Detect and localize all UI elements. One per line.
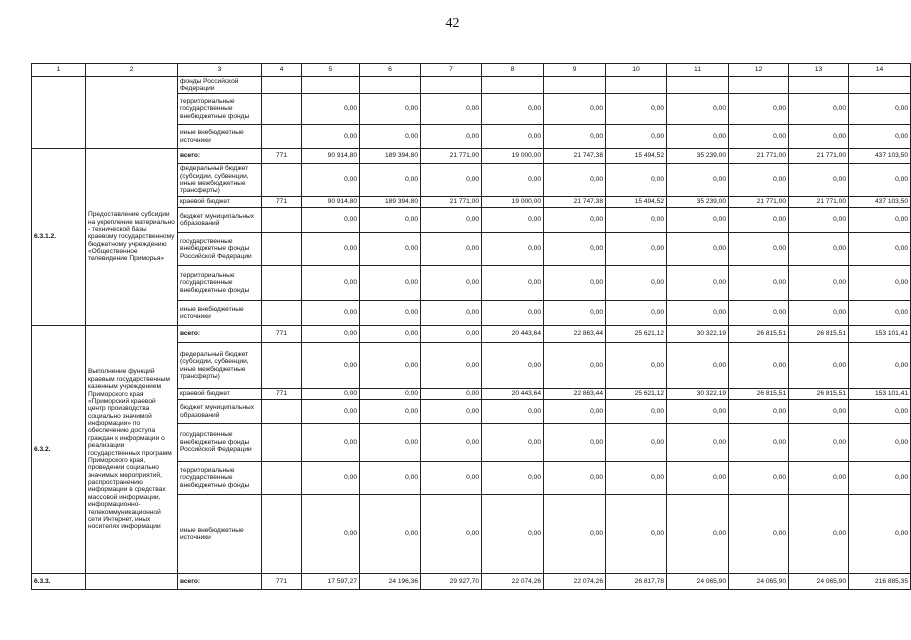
column-header: 14 xyxy=(849,64,911,77)
amount-cell: 24 065,90 xyxy=(789,574,849,590)
amount-cell: 0,00 xyxy=(360,343,421,389)
amount-cell: 29 927,70 xyxy=(421,574,482,590)
amount-cell: 0,00 xyxy=(302,164,360,197)
amount-cell: 0,00 xyxy=(360,389,421,400)
amount-cell: 153 101,41 xyxy=(849,389,911,400)
amount-cell: 0,00 xyxy=(606,125,667,149)
amount-cell: 0,00 xyxy=(606,94,667,125)
column-header: 10 xyxy=(606,64,667,77)
funding-source: государственные внебюджетные фонды Российской Федерации xyxy=(178,424,262,462)
column-header: 5 xyxy=(302,64,360,77)
amount-cell: 0,00 xyxy=(729,400,789,424)
amount-cell: 0,00 xyxy=(421,462,482,495)
amount-cell: 22 074,26 xyxy=(482,574,544,590)
amount-cell: 26 815,51 xyxy=(729,389,789,400)
column-header: 8 xyxy=(482,64,544,77)
amount-cell: 0,00 xyxy=(421,343,482,389)
amount-cell: 20 443,64 xyxy=(482,326,544,343)
amount-cell: 0,00 xyxy=(789,343,849,389)
amount-cell: 15 494,52 xyxy=(606,149,667,164)
activity-description xyxy=(86,574,178,590)
amount-cell: 0,00 xyxy=(302,326,360,343)
amount-cell: 0,00 xyxy=(849,233,911,266)
amount-cell: 0,00 xyxy=(482,94,544,125)
amount-cell: 0,00 xyxy=(421,266,482,301)
budget-code: 771 xyxy=(262,326,302,343)
amount-cell: 0,00 xyxy=(849,400,911,424)
amount-cell: 0,00 xyxy=(667,495,729,574)
amount-cell: 0,00 xyxy=(482,164,544,197)
amount-cell: 24 065,90 xyxy=(729,574,789,590)
funding-source: территориальные государственные внебюджетные фонды xyxy=(178,266,262,301)
amount-cell: 0,00 xyxy=(421,164,482,197)
amount-cell: 25 621,12 xyxy=(606,389,667,400)
amount-cell: 0,00 xyxy=(544,125,606,149)
amount-cell: 0,00 xyxy=(482,266,544,301)
amount-cell: 21 771,00 xyxy=(789,149,849,164)
activity-code: 6.3.3. xyxy=(32,574,86,590)
amount-cell: 0,00 xyxy=(360,94,421,125)
amount-cell: 0,00 xyxy=(789,400,849,424)
funding-source: краевой бюджет xyxy=(178,389,262,400)
page-number: 42 xyxy=(445,16,460,31)
amount-cell xyxy=(789,77,849,94)
amount-cell: 0,00 xyxy=(482,208,544,233)
amount-cell: 0,00 xyxy=(482,301,544,326)
amount-cell: 0,00 xyxy=(482,462,544,495)
amount-cell: 0,00 xyxy=(729,495,789,574)
amount-cell: 0,00 xyxy=(360,462,421,495)
amount-cell: 0,00 xyxy=(789,301,849,326)
amount-cell: 21 771,00 xyxy=(421,149,482,164)
amount-cell: 26 815,51 xyxy=(729,326,789,343)
amount-cell: 21 771,00 xyxy=(789,197,849,208)
amount-cell: 0,00 xyxy=(544,266,606,301)
amount-cell: 0,00 xyxy=(606,424,667,462)
amount-cell: 0,00 xyxy=(667,164,729,197)
amount-cell: 0,00 xyxy=(544,343,606,389)
amount-cell: 0,00 xyxy=(544,400,606,424)
funding-source: краевой бюджет xyxy=(178,197,262,208)
amount-cell: 0,00 xyxy=(606,266,667,301)
amount-cell: 22 074,26 xyxy=(544,574,606,590)
amount-cell: 0,00 xyxy=(849,495,911,574)
column-header: 9 xyxy=(544,64,606,77)
amount-cell: 0,00 xyxy=(360,233,421,266)
amount-cell: 22 863,44 xyxy=(544,389,606,400)
activity-code: 6.3.1.2. xyxy=(32,149,86,326)
budget-code xyxy=(262,125,302,149)
amount-cell: 0,00 xyxy=(789,424,849,462)
amount-cell: 0,00 xyxy=(482,424,544,462)
amount-cell: 35 239,00 xyxy=(667,197,729,208)
funding-source: всего: xyxy=(178,149,262,164)
amount-cell: 0,00 xyxy=(302,125,360,149)
funding-source: всего: xyxy=(178,574,262,590)
budget-code: 771 xyxy=(262,389,302,400)
amount-cell: 0,00 xyxy=(421,495,482,574)
activity-description: Предоставление субсидии на укрепление материально - технической базы краевому государственному бюджетному учреждению «Общественное телевидение Приморья» xyxy=(86,149,178,326)
amount-cell: 0,00 xyxy=(360,125,421,149)
amount-cell: 0,00 xyxy=(606,208,667,233)
amount-cell: 0,00 xyxy=(667,233,729,266)
amount-cell xyxy=(482,77,544,94)
amount-cell: 0,00 xyxy=(789,233,849,266)
amount-cell: 90 914,80 xyxy=(302,197,360,208)
amount-cell: 0,00 xyxy=(302,462,360,495)
amount-cell: 35 239,00 xyxy=(667,149,729,164)
amount-cell: 15 494,52 xyxy=(606,197,667,208)
table-row xyxy=(32,326,911,343)
funding-source: федеральный бюджет (субсидии, субвенции, иные межбюджетные трансферты) xyxy=(178,164,262,197)
amount-cell: 0,00 xyxy=(729,94,789,125)
budget-code xyxy=(262,495,302,574)
amount-cell: 30 322,19 xyxy=(667,389,729,400)
amount-cell xyxy=(667,77,729,94)
amount-cell: 0,00 xyxy=(606,462,667,495)
amount-cell: 0,00 xyxy=(302,400,360,424)
budget-table xyxy=(31,63,911,590)
amount-cell: 0,00 xyxy=(544,208,606,233)
amount-cell: 19 000,00 xyxy=(482,149,544,164)
column-header: 1 xyxy=(32,64,86,77)
column-header: 13 xyxy=(789,64,849,77)
amount-cell: 22 863,44 xyxy=(544,326,606,343)
funding-source: иные внебюджетные источники xyxy=(178,301,262,326)
amount-cell: 0,00 xyxy=(421,424,482,462)
amount-cell: 153 101,41 xyxy=(849,326,911,343)
amount-cell: 0,00 xyxy=(729,301,789,326)
budget-code xyxy=(262,208,302,233)
amount-cell: 0,00 xyxy=(606,233,667,266)
amount-cell: 0,00 xyxy=(667,424,729,462)
amount-cell: 0,00 xyxy=(667,125,729,149)
amount-cell: 0,00 xyxy=(302,424,360,462)
column-header: 3 xyxy=(178,64,262,77)
amount-cell: 19 000,00 xyxy=(482,197,544,208)
amount-cell: 216 885,35 xyxy=(849,574,911,590)
amount-cell xyxy=(302,77,360,94)
amount-cell: 0,00 xyxy=(302,233,360,266)
amount-cell: 21 771,00 xyxy=(729,149,789,164)
amount-cell: 24 065,90 xyxy=(667,574,729,590)
amount-cell: 0,00 xyxy=(606,164,667,197)
amount-cell: 0,00 xyxy=(667,94,729,125)
amount-cell: 0,00 xyxy=(360,424,421,462)
amount-cell: 0,00 xyxy=(849,164,911,197)
column-header: 4 xyxy=(262,64,302,77)
amount-cell: 0,00 xyxy=(667,343,729,389)
amount-cell: 21 747,38 xyxy=(544,197,606,208)
funding-source: территориальные государственные внебюджетные фонды xyxy=(178,462,262,495)
funding-source: федеральный бюджет (субсидии, субвенции, иные межбюджетные трансферты) xyxy=(178,343,262,389)
amount-cell: 0,00 xyxy=(302,495,360,574)
amount-cell: 0,00 xyxy=(482,400,544,424)
amount-cell: 189 394,80 xyxy=(360,197,421,208)
column-header: 2 xyxy=(86,64,178,77)
amount-cell: 0,00 xyxy=(302,94,360,125)
amount-cell: 24 196,36 xyxy=(360,574,421,590)
amount-cell: 0,00 xyxy=(302,389,360,400)
amount-cell: 0,00 xyxy=(302,343,360,389)
header-row xyxy=(32,64,911,77)
column-header: 11 xyxy=(667,64,729,77)
amount-cell: 0,00 xyxy=(849,94,911,125)
amount-cell: 0,00 xyxy=(789,125,849,149)
amount-cell: 0,00 xyxy=(789,94,849,125)
budget-code: 771 xyxy=(262,574,302,590)
amount-cell: 0,00 xyxy=(606,301,667,326)
column-header: 7 xyxy=(421,64,482,77)
budget-code xyxy=(262,77,302,94)
amount-cell: 0,00 xyxy=(360,208,421,233)
amount-cell: 0,00 xyxy=(544,233,606,266)
amount-cell: 0,00 xyxy=(360,266,421,301)
amount-cell: 0,00 xyxy=(729,266,789,301)
amount-cell: 21 771,00 xyxy=(421,197,482,208)
table-row xyxy=(32,574,911,590)
amount-cell: 0,00 xyxy=(544,94,606,125)
amount-cell: 0,00 xyxy=(482,495,544,574)
amount-cell xyxy=(544,77,606,94)
amount-cell: 20 443,64 xyxy=(482,389,544,400)
amount-cell: 0,00 xyxy=(421,125,482,149)
amount-cell: 0,00 xyxy=(360,301,421,326)
amount-cell: 0,00 xyxy=(789,495,849,574)
amount-cell xyxy=(606,77,667,94)
amount-cell: 0,00 xyxy=(302,301,360,326)
amount-cell xyxy=(360,77,421,94)
amount-cell: 90 914,80 xyxy=(302,149,360,164)
amount-cell: 0,00 xyxy=(360,495,421,574)
amount-cell: 0,00 xyxy=(544,495,606,574)
funding-source: иные внебюджетные источники xyxy=(178,495,262,574)
amount-cell xyxy=(729,77,789,94)
amount-cell: 0,00 xyxy=(849,208,911,233)
activity-description: Выполнение функций краевым государственным казенным учреждением Приморского края «Приморский краевой центр производства социально значимой информации» по обеспечению доступа граждан к информации о реализации государственных программ Приморского края, проведении социально значимых мероприятий, распространению информации в средствах массовой информации, информационно-телекоммуникационной сети Интернет, иных носителях информации xyxy=(86,326,178,574)
amount-cell: 0,00 xyxy=(729,164,789,197)
amount-cell: 437 103,50 xyxy=(849,197,911,208)
amount-cell: 0,00 xyxy=(849,343,911,389)
budget-code xyxy=(262,424,302,462)
column-header: 6 xyxy=(360,64,421,77)
funding-source: территориальные государственные внебюджетные фонды xyxy=(178,94,262,125)
amount-cell: 0,00 xyxy=(606,343,667,389)
amount-cell: 0,00 xyxy=(667,400,729,424)
budget-code xyxy=(262,164,302,197)
amount-cell: 0,00 xyxy=(421,400,482,424)
budget-code xyxy=(262,233,302,266)
column-header: 12 xyxy=(729,64,789,77)
funding-source: бюджет муниципальных образований xyxy=(178,400,262,424)
amount-cell: 0,00 xyxy=(482,125,544,149)
activity-code: 6.3.2. xyxy=(32,326,86,574)
amount-cell: 0,00 xyxy=(729,208,789,233)
budget-code xyxy=(262,462,302,495)
amount-cell: 25 621,12 xyxy=(606,326,667,343)
amount-cell: 30 322,19 xyxy=(667,326,729,343)
amount-cell: 0,00 xyxy=(421,389,482,400)
amount-cell: 0,00 xyxy=(667,208,729,233)
amount-cell: 17 597,27 xyxy=(302,574,360,590)
amount-cell: 0,00 xyxy=(729,343,789,389)
funding-source: государственные внебюджетные фонды Российской Федерации xyxy=(178,233,262,266)
amount-cell: 0,00 xyxy=(421,94,482,125)
amount-cell: 0,00 xyxy=(360,164,421,197)
amount-cell: 0,00 xyxy=(789,208,849,233)
amount-cell: 189 394,80 xyxy=(360,149,421,164)
amount-cell: 0,00 xyxy=(360,400,421,424)
amount-cell: 0,00 xyxy=(544,424,606,462)
amount-cell: 21 771,00 xyxy=(729,197,789,208)
amount-cell: 0,00 xyxy=(849,301,911,326)
amount-cell: 0,00 xyxy=(849,266,911,301)
amount-cell: 0,00 xyxy=(667,301,729,326)
amount-cell: 0,00 xyxy=(729,424,789,462)
activity-code xyxy=(32,77,86,149)
funding-source: всего: xyxy=(178,326,262,343)
funding-source: иные внебюджетные источники xyxy=(178,125,262,149)
amount-cell: 0,00 xyxy=(421,301,482,326)
amount-cell: 0,00 xyxy=(849,424,911,462)
amount-cell: 0,00 xyxy=(606,495,667,574)
amount-cell: 0,00 xyxy=(789,164,849,197)
amount-cell: 0,00 xyxy=(302,208,360,233)
amount-cell: 26 817,78 xyxy=(606,574,667,590)
funding-source: фонды Российской Федерации xyxy=(178,77,262,94)
amount-cell: 0,00 xyxy=(789,266,849,301)
amount-cell: 0,00 xyxy=(482,233,544,266)
budget-code xyxy=(262,301,302,326)
amount-cell xyxy=(421,77,482,94)
amount-cell: 26 815,51 xyxy=(789,389,849,400)
amount-cell: 0,00 xyxy=(482,343,544,389)
budget-code: 771 xyxy=(262,149,302,164)
table-row xyxy=(32,149,911,164)
amount-cell: 0,00 xyxy=(302,266,360,301)
budget-code xyxy=(262,266,302,301)
amount-cell: 0,00 xyxy=(789,462,849,495)
activity-description xyxy=(86,77,178,149)
amount-cell: 0,00 xyxy=(421,326,482,343)
amount-cell: 26 815,51 xyxy=(789,326,849,343)
amount-cell: 0,00 xyxy=(544,164,606,197)
amount-cell: 0,00 xyxy=(729,125,789,149)
amount-cell: 0,00 xyxy=(667,462,729,495)
amount-cell: 437 103,50 xyxy=(849,149,911,164)
budget-code xyxy=(262,400,302,424)
amount-cell: 0,00 xyxy=(849,125,911,149)
amount-cell: 0,00 xyxy=(606,400,667,424)
amount-cell: 0,00 xyxy=(544,301,606,326)
amount-cell xyxy=(849,77,911,94)
amount-cell: 0,00 xyxy=(421,208,482,233)
amount-cell: 0,00 xyxy=(544,462,606,495)
amount-cell: 0,00 xyxy=(729,462,789,495)
budget-code: 771 xyxy=(262,197,302,208)
amount-cell: 0,00 xyxy=(849,462,911,495)
amount-cell: 0,00 xyxy=(360,326,421,343)
funding-source: бюджет муниципальных образований xyxy=(178,208,262,233)
table-row xyxy=(32,77,911,94)
budget-code xyxy=(262,343,302,389)
amount-cell: 0,00 xyxy=(421,233,482,266)
amount-cell: 21 747,38 xyxy=(544,149,606,164)
amount-cell: 0,00 xyxy=(667,266,729,301)
budget-code xyxy=(262,94,302,125)
amount-cell: 0,00 xyxy=(729,233,789,266)
